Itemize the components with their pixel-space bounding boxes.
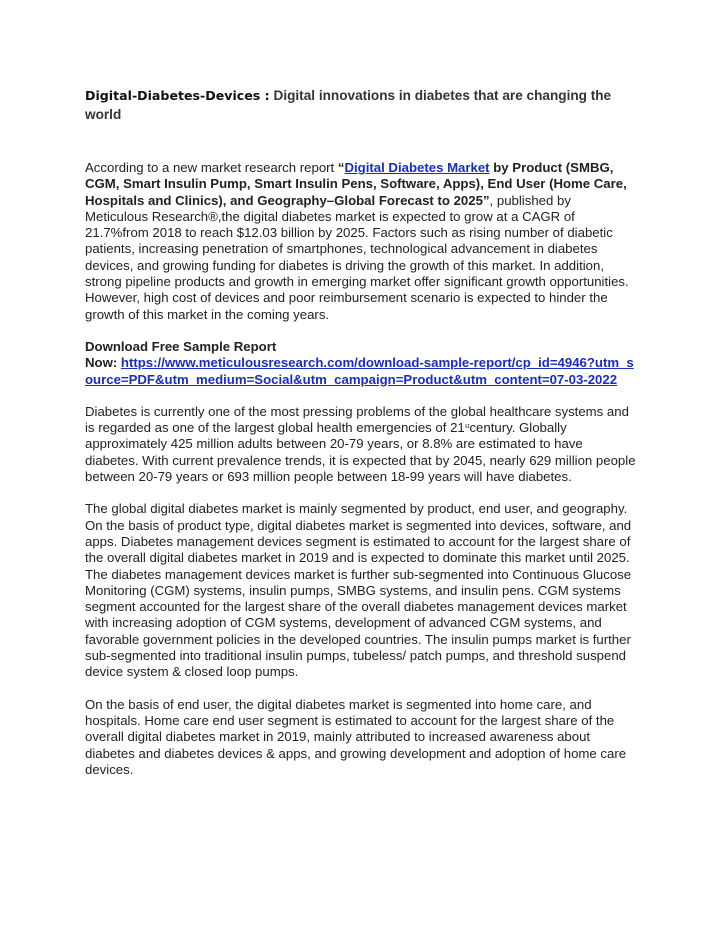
century-superscript: st [464, 424, 470, 431]
quote-open: “ [337, 160, 345, 175]
intro-tail: , published by Meticulous Research®,the digital diabetes market is expected to grow at a CAGR of 21.7%from 2018 to reach $12.03 billion by 2025. Factors such as rising number of diabetic patients, increasing penetration of smartphones, technological advancement in diabetes devices, and growing funding for diabetes is driving the growth of this market. In addition, strong pipeline products and growth in emerging market offer significant growth opportunities. However, high cost of devices and poor reimbursement scenario is expected to hinder the growth of this market in the coming years. [85, 192, 629, 322]
report-link[interactable]: Digital Diabetes Market [344, 160, 490, 175]
document-title [85, 86, 637, 124]
end-user-paragraph: On the basis of end user, the digital diabetes market is segmented into home care, and hospitals. Home care end user segment is estimated to account for the largest share of the overall digital diabetes market in 2019, mainly attributed to increased awareness about diabetes and diabetes devices & apps, and growing development and adoption of home care devices. [85, 696, 627, 777]
prevalence-text-b: century. Globally approximately 425 million adults between 20-79 years, or 8.8% are estimated to have diabetes. With current prevalence trends, it is expected that by 2045, nearly 629 million people between 20-79 years or 693 million people between 18-99 years will have diabetes. [85, 420, 636, 485]
download-now-label: Now: [85, 355, 121, 371]
segmentation-paragraph: The global digital diabetes market is mainly segmented by product, end user, and geography. On the basis of product type, digital diabetes market is segmented into devices, software, and apps. Diabetes management devices segment is estimated to account for the largest share of the overall digital diabetes market in 2019 and is expected to dominate this market until 2025. The diabetes management devices market is further sub-segmented into Continuous Glucose Monitoring (CGM) systems, insulin pumps, SMBG systems, and insulin pens. CGM systems segment accounted for the largest share of the overall diabetes management devices market with increasing adoption of CGM systems, development of advanced CGM systems, and favorable government policies in the developed countries. The insulin pumps market is further sub-segmented into traditional insulin pumps, tubeless/ patch pumps, and threshold suspend device system & closed loop pumps. [85, 501, 632, 680]
quote-close: ” [482, 192, 490, 208]
intro-paragraph [85, 160, 637, 323]
sample-report-link[interactable]: https://www.meticulousresearch.com/download-sample-report/cp_id=4946?utm_source=PDF&utm_medium=Social&utm_campaign=Product&utm_content=07-03-2022 [85, 355, 634, 387]
prevalence-text-a: Diabetes is currently one of the most pressing problems of the global healthcare systems and is regarded as one of the largest global health emergencies of 21 [85, 403, 629, 436]
title-lead: Digital-Diabetes-Devices : [85, 88, 270, 103]
diabetes-prevalence-paragraph [85, 404, 637, 485]
download-block [85, 339, 637, 388]
title-subtitle: Digital innovations in diabetes that are changing the world [85, 88, 612, 122]
intro-start: According to a new market research report [85, 160, 338, 175]
report-title-rest: by Product (SMBG, CGM, Smart Insulin Pump, Smart Insulin Pens, Software, Apps), End User (Home Care, Hospitals and Clinics), and Geography–Global Forecast to 2025 [85, 160, 627, 208]
document-page [85, 86, 637, 778]
download-heading: Download Free Sample Report [85, 338, 277, 354]
